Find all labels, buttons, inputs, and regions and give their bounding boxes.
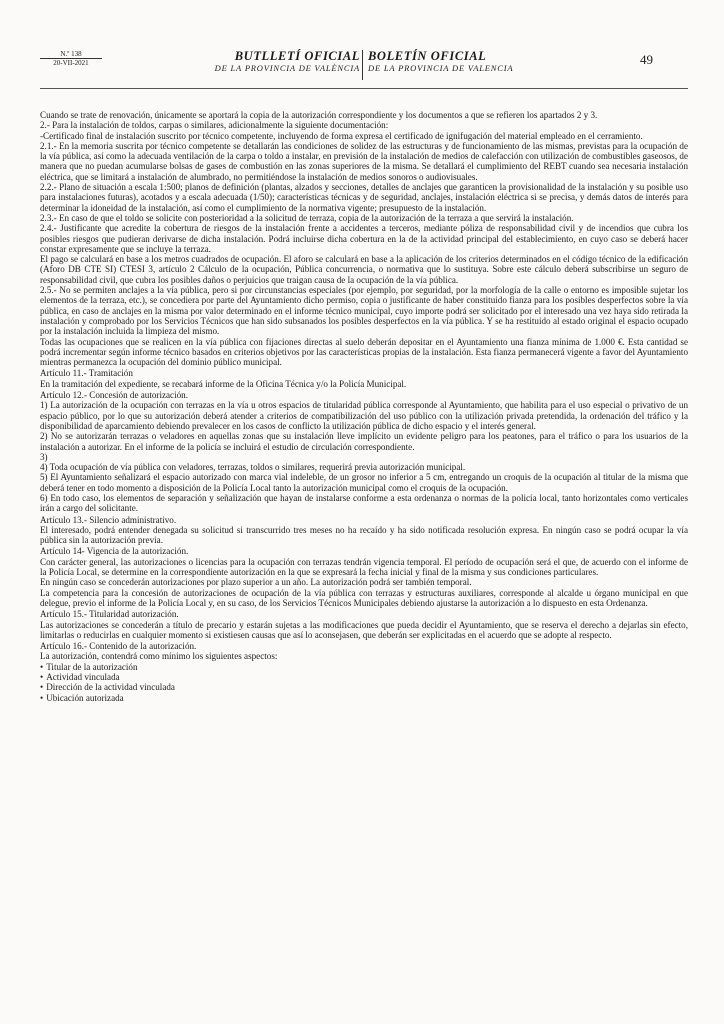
paragraph: -Certificado final de instalación suscrito por técnico competente, incluyendo de forma expresa el certificado de ignifugación del material empleado en el cerramiento. [40, 130, 643, 141]
paragraph: 2.2.- Plano de situación a escala 1:500; planos de definición (plantas, alzados y secciones, detalles de anclajes que garanticen la provisionalidad de la instalación y su posible uso para instalaciones futuras), acotados y a escala adecuada (1/50); características técnicas y de seguridad, anclajes, instalación eléctrica si se precisa, y demás datos de interés para determinar la idoneidad de la instalación, así como el cumplimiento de la normativa vigente; presupuesto de la instalación. [40, 182, 688, 213]
issue-date: 20-VII-2021 [53, 59, 89, 67]
issue-box [40, 50, 102, 67]
paragraph: 1) La autorización de la ocupación con terrazas en la vía u otros espacios de titularidad pública corresponde al Ayuntamiento, que habilita para el uso especial o privativo de un espacio público, por lo que su autorización deberá atender a criterios de compatibilización del uso público con la utilización privada pretendida, la ordenación del tráfico y la disponibilidad de aparcamiento debiendo prevalecer en los casos de conflicto la utilización pública de dicho espacio y el interés general. [40, 400, 688, 431]
page-header [40, 50, 688, 88]
paragraph: Cuando se trate de renovación, únicamente se aportará la copia de la autorización correspondiente y los documentos a que se refieren los apartados 2 y 3. [40, 110, 598, 120]
paragraph: 3) [40, 451, 48, 462]
article-heading: Artículo 15.- Titularidad autorización. [40, 609, 179, 620]
paragraph: 6) En todo caso, los elementos de separación y señalización que hayan de instalarse conforme a esta ordenanza o normas de la policía local, tanto horizontales como verticales irán a cargo del solicitante. [40, 492, 688, 514]
paragraph: 2.1.- En la memoria suscrita por técnico competente se detallarán las condiciones de solidez de las estructuras y de funcionamiento de las mismas, previstas para la ocupación de la vía pública, así como la adecuada ventilación de la carpa o toldo a instalar, en previsión de la instalación de medios de calefacción con utilización de combustibles gaseosos, de manera que no puedan acumularse bolsas de gases de combustión en las zonas superiores de la misma. Se detallará el cumplimiento del REBT cuando sea necesaria instalación eléctrica, que se limitará a instalación de alumbrado, no permitiéndose la instalación de medios sonoros o audiovisuales. [40, 140, 688, 182]
header-rule [40, 88, 688, 89]
paragraph: En la tramitación del expediente, se recabará informe de la Oficina Técnica y/o la Policía Municipal. [40, 378, 407, 389]
paragraph: 2.3.- En caso de que el toldo se solicite con posterioridad a la solicitud de terraza, copia de la autorización de la terraza a que servirá la instalación. [40, 212, 574, 223]
paragraph: 5) El Ayuntamiento señalizará el espacio autorizado con marca vial indeleble, de un grosor no inferior a 5 cm, entregando un croquis de la ocupación al titular de la misma que deberá tener en todo momento a disposición de la Policía Local tanto la autorización municipal como el croquis de la ocupación. [40, 472, 688, 493]
list-item: • Titular de la autorización [40, 662, 688, 672]
page-number: 49 [640, 52, 653, 67]
list-item: • Ubicación autorizada [40, 693, 688, 703]
title-spanish-block [368, 50, 568, 74]
header-divider [362, 50, 363, 80]
title-valencian: BUTLLETÍ OFICIAL [234, 49, 360, 63]
article-heading: Artículo 13.- Silencio administrativo. [40, 514, 177, 525]
paragraph: En ningún caso se concederán autorizaciones por plazo superior a un año. La autorización podrá ser también temporal. [40, 577, 472, 588]
paragraph: El interesado, podrá entender denegada su solicitud si transcurrido tres meses no ha recaído y ha sido notificada resolución expresa. En ningún caso se podrá ocupar la vía pública sin la autorización previa. [40, 524, 688, 546]
list-item: • Actividad vinculada [40, 672, 688, 682]
paragraph: 2) No se autorizarán terrazas o veladores en aquellas zonas que su instalación lleve implícito un evidente peligro para los peatones, para el tráfico o para los usuarios de la instalación a autorizar. En el informe de la policía se incluirá el estudio de circulación correspondiente. [40, 431, 688, 452]
article-heading: Artículo 11.- Tramitación [40, 368, 133, 379]
document-body [40, 110, 688, 703]
list-item: • Dirección de la actividad vinculada [40, 682, 688, 692]
subtitle-valencian: DE LA PROVINCIA DE VALÈNCIA [214, 63, 360, 73]
paragraph: Las autorizaciones se concederán a título de precario y estarán sujetas a las modificaciones que pueda decidir el Ayuntamiento, que se reserva el derecho a dejarlas sin efecto, limitarlas o reducirlas en cualquier momento si existiesen causas que así lo aconsejasen, que deberán ser explicitadas en el acuerdo que se adopte al respecto. [40, 619, 688, 640]
paragraph: La competencia para la concesión de autorizaciones de ocupación de la vía pública con terrazas y estructuras auxiliares, corresponde al alcalde u órgano municipal en que delegue, previo el informe de la Policía Local y, en su caso, de los Servicios Técnicos Municipales debiendo ajustarse la autorización a lo dispuesto en esta Ordenanza. [40, 587, 688, 608]
issue-number: N.º 138 [40, 50, 102, 59]
article-heading: Artículo 16.- Contenido de la autorización. [40, 641, 197, 652]
title-spanish: BOLETÍN OFICIAL [368, 49, 487, 63]
paragraph: 2.- Para la instalación de toldos, carpas o similares, adicionalmente la siguiente documentación: [40, 120, 389, 131]
paragraph: 2.4.- Justificante que acredite la cobertura de riesgos de la instalación frente a accidentes a terceros, mediante póliza de responsabilidad civil y de incendios que cubra los posibles riesgos que pudieran derivarse de dicha instalación. Podrá incluirse dicha cobertura en la de la actividad principal del establecimiento, en cuyo caso se deberá hacer constar expresamente que se incluye la terraza. [40, 223, 688, 254]
paragraph: El pago se calculará en base a los metros cuadrados de ocupación. El aforo se calculará en base a la aplicación de los criterios determinados en el código técnico de la edificación (Aforo DB CTE SI) CTESI 3, artículo 2 Cálculo de la ocupación, Pública concurrencia, o normativa que lo sustituya. Sobre este cálculo deberá subscribirse un seguro de responsabilidad civil, que cubra los posibles daños o perjuicios que traigan causa de la ocupación de la vía pública. [40, 254, 688, 285]
paragraph: 4) Toda ocupación de vía pública con veladores, terrazas, toldos o similares, requerirá previa autorización municipal. [40, 462, 466, 473]
article-heading: Artículo 14- Vigencia de la autorización. [40, 546, 189, 557]
paragraph: Con carácter general, las autorizaciones o licencias para la ocupación con terrazas tendrán vigencia temporal. El período de ocupación será el que, de acuerdo con el informe de la Policía Local, se determine en la correspondiente autorización en la que se expresará la fecha inicial y final de la misma y sus condiciones particulares. [40, 556, 688, 578]
paragraph: La autorización, contendrá como mínimo los siguientes aspectos: [40, 651, 278, 662]
paragraph: Todas las ocupaciones que se realicen en la vía pública con fijaciones directas al suelo deberán depositar en el Ayuntamiento una fianza mínima de 1.000 €. Esta cantidad se podrá incrementar según informe técnico basados en criterios objetivos por las características propias de la instalación. Esta fianza permanecerá vigente a favor del Ayuntamiento mientras permanezca la ocupación del dominio público municipal. [40, 336, 688, 368]
article-heading: Artículo 12.- Concesión de autorización. [40, 390, 188, 401]
subtitle-spanish: DE LA PROVINCIA DE VALENCIA [368, 63, 514, 73]
title-valencian-block [180, 50, 360, 74]
paragraph: 2.5.- No se permiten anclajes a la vía pública, pero si por circunstancias especiales (por ejemplo, por seguridad, por la morfología de la calle o entorno es imposible sujetar los elementos de la terraza, etc.), se concediera por parte del Ayuntamiento dicho permiso, copia o justificante de haber constituido fianza para los posibles desperfectos sobre la vía pública, en caso de anclajes en la misma por valor determinado en el informe técnico municipal, cuyo importe podrá ser solicitado por el interesado una vez haya sido retirada la instalación y comprobado por los Servicios Técnicos que han sido subsanados los posibles desperfectos en la vía pública. Y se ha restituido al estado original el espacio ocupado por la instalación incluida la limpieza del mismo. [40, 285, 688, 337]
